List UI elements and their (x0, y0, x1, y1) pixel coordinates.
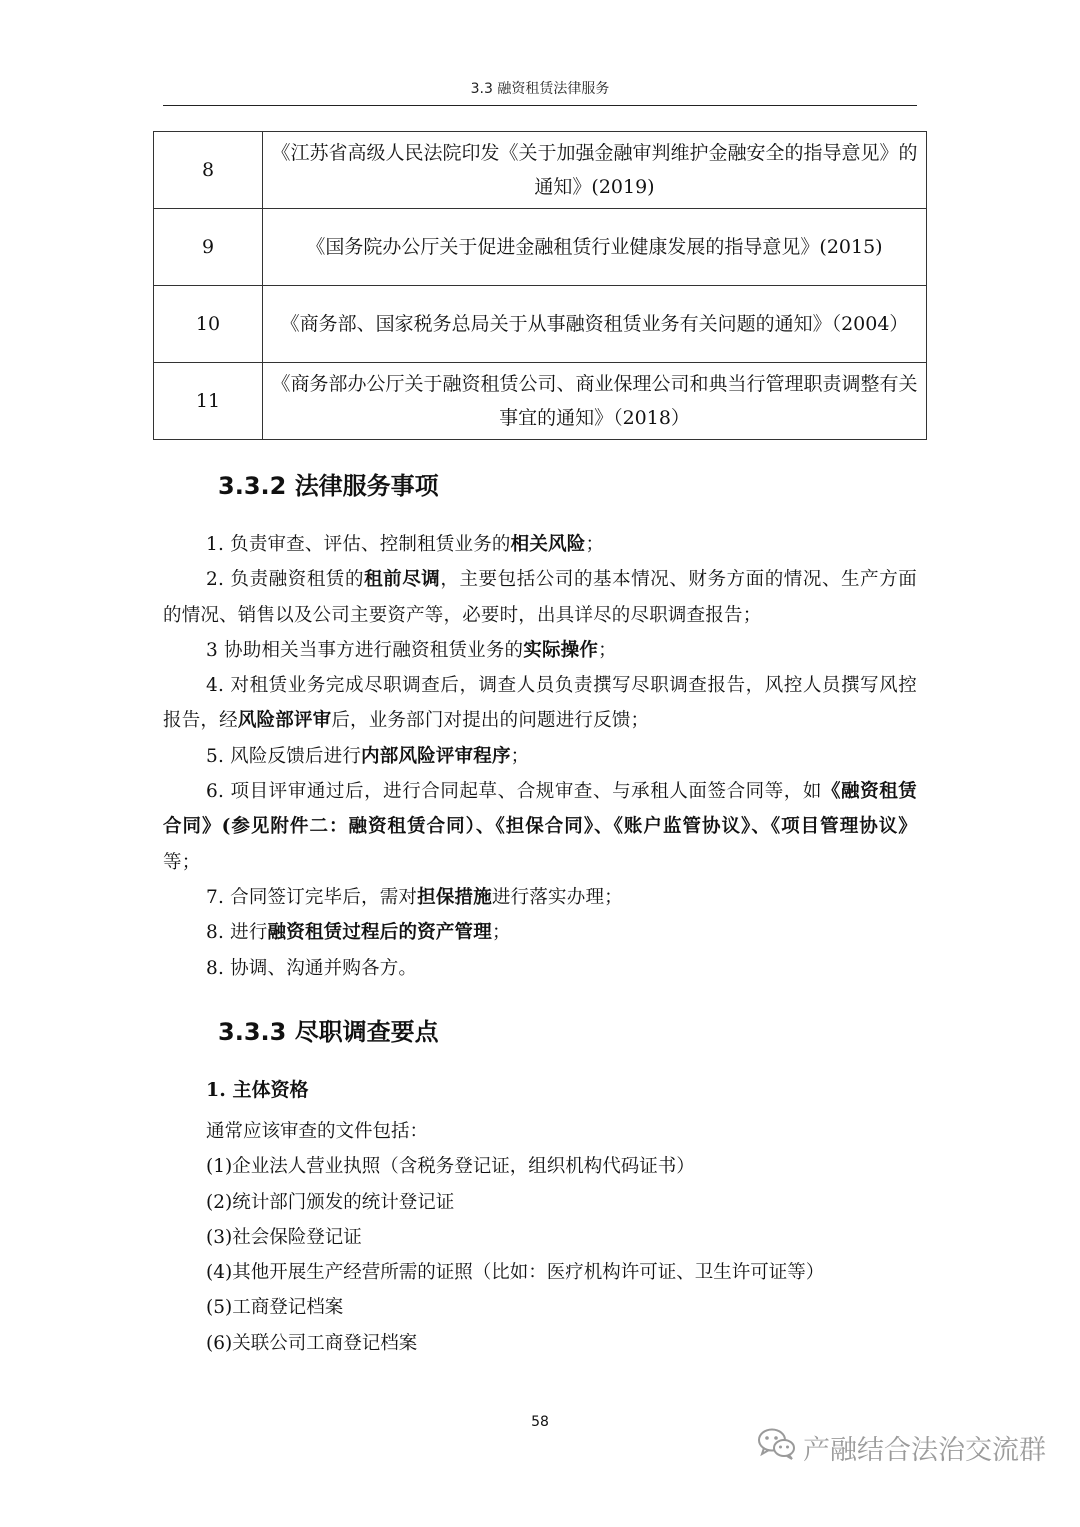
list-item: 4. 对租赁业务完成尽职调查后，调查人员负责撰写尽职调查报告，风控人员撰写风控报告，经风险部评审后，业务部门对提出的问题进行反馈； (163, 675, 917, 732)
list-item: 2. 负责融资租赁的租前尽调，主要包括公司的基本情况、财务方面的情况、生产方面的情况、销售以及公司主要资产等，必要时，出具详尽的尽职调查报告； (163, 569, 917, 626)
row-number: 9 (154, 209, 263, 286)
list-item: 8. 协调、沟通并购各方。 (206, 957, 418, 979)
watermark (757, 1427, 1046, 1468)
row-text: 《商务部办公厅关于融资租赁公司、商业保理公司和典当行管理职责调整有关事宜的通知》（2018） (263, 363, 927, 440)
list-item: 6. 项目评审通过后，进行合同起草、合规审查、与承租人面签合同等，如《融资租赁合同》(参见附件二：融资租赁合同）、《担保合同》、《账户监管协议》、《项目管理协议》等； (163, 781, 917, 873)
documents-list (206, 1114, 926, 1361)
list-intro: 通常应该审查的文件包括： (206, 1121, 429, 1142)
row-number: 11 (154, 363, 263, 440)
table-row (154, 132, 927, 209)
list-item: (1)企业法人营业执照（含税务登记证，组织机构代码证书） (206, 1156, 695, 1178)
table-row (154, 363, 927, 440)
list-item: (6)关联公司工商登记档案 (206, 1332, 418, 1354)
table-row (154, 209, 927, 286)
page-header: 3.3 融资租赁法律服务 (470, 81, 610, 97)
row-number: 8 (154, 132, 263, 209)
row-text: 《江苏省高级人民法院印发《关于加强金融审判维护金融安全的指导意见》的通知》(2019) (263, 132, 927, 209)
list-item: (3)社会保险登记证 (206, 1226, 362, 1248)
list-item: 8. 进行融资租赁过程后的资产管理； (206, 922, 511, 944)
list-item: 5. 风险反馈后进行内部风险评审程序； (206, 745, 530, 767)
row-text: 《商务部、国家税务总局关于从事融资租赁业务有关问题的通知》（2004） (263, 286, 927, 363)
list-item: 3 协助相关当事方进行融资租赁业务的实际操作； (206, 639, 617, 661)
list-item: (4)其他开展生产经营所需的证照（比如：医疗机构许可证、卫生许可证等） (206, 1262, 825, 1284)
table-row (154, 286, 927, 363)
sub-heading-subject-qualification: 1. 主体资格 (206, 1079, 309, 1101)
wechat-icon (757, 1427, 803, 1468)
header-rule (163, 105, 917, 106)
row-text: 《国务院办公厅关于促进金融租赁行业健康发展的指导意见》(2015) (263, 209, 927, 286)
list-item: (5)工商登记档案 (206, 1297, 344, 1319)
legal-services-list (163, 527, 917, 986)
list-item: (2)统计部门颁发的统计登记证 (206, 1191, 455, 1213)
regulations-table (153, 131, 927, 440)
list-item: 7. 合同签订完毕后，需对担保措施进行落实办理； (206, 886, 623, 908)
list-item: 1. 负责审查、评估、控制租赁业务的相关风险； (206, 534, 605, 555)
section-heading-due-diligence: 3.3.3 尽职调查要点 (218, 1018, 439, 1046)
watermark-text: 产融结合法治交流群 (803, 1435, 1046, 1466)
row-number: 10 (154, 286, 263, 363)
section-heading-legal-services: 3.3.2 法律服务事项 (218, 472, 439, 500)
page-number: 58 (531, 1414, 549, 1430)
